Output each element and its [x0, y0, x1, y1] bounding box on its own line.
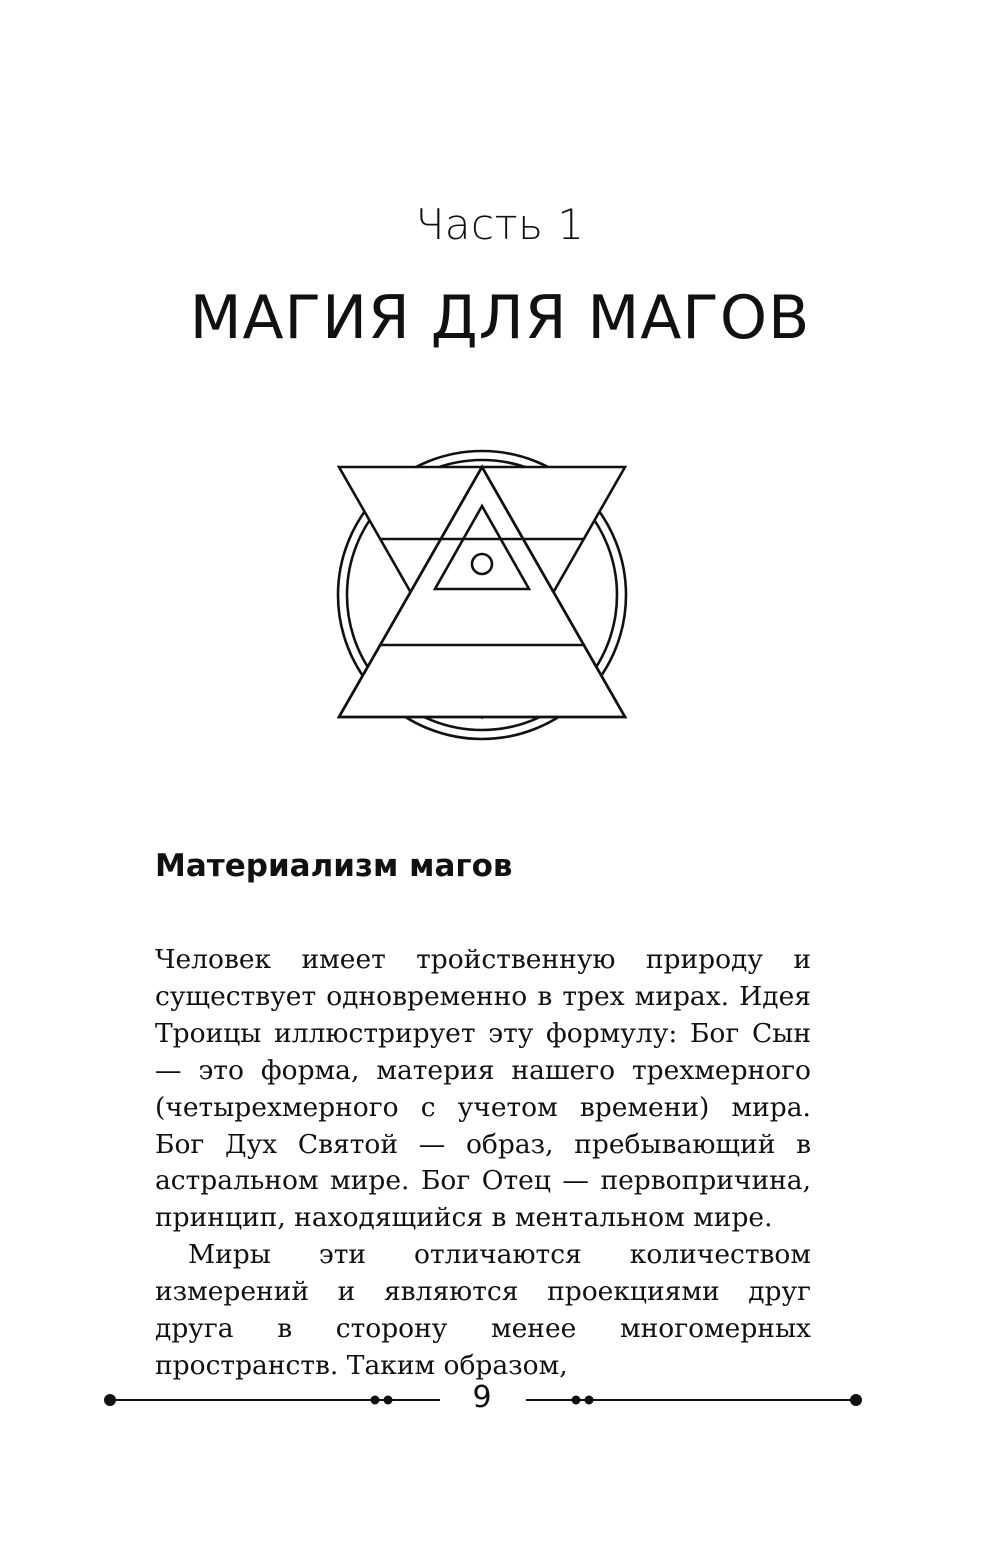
paragraph: Миры эти отличаются количеством измерений и являются проекциями друг друга в сторону менее многомерных пространств. Таким образом, [155, 1239, 811, 1381]
section-heading: Материализм магов [155, 848, 513, 884]
mystic-emblem-icon [331, 444, 633, 746]
page-number: 9 [472, 1380, 492, 1415]
part-title: МАГИЯ ДЛЯ МАГОВ [189, 283, 811, 353]
part-label: Часть 1 [415, 200, 585, 249]
paragraph: Человек имеет тройственную природу и существует одновременно в трех мирах. Идея Троицы иллюстрирует эту формулу: Бог Сын — это форма, материя нашего трехмерного (четырехмерного с учетом времени) мира. Бог Дух Святой — образ, пребывающий в астральном мире. Бог Отец — первопричина, принцип, находящийся в ментальном мире. [155, 944, 811, 1234]
body-text [155, 942, 811, 1385]
